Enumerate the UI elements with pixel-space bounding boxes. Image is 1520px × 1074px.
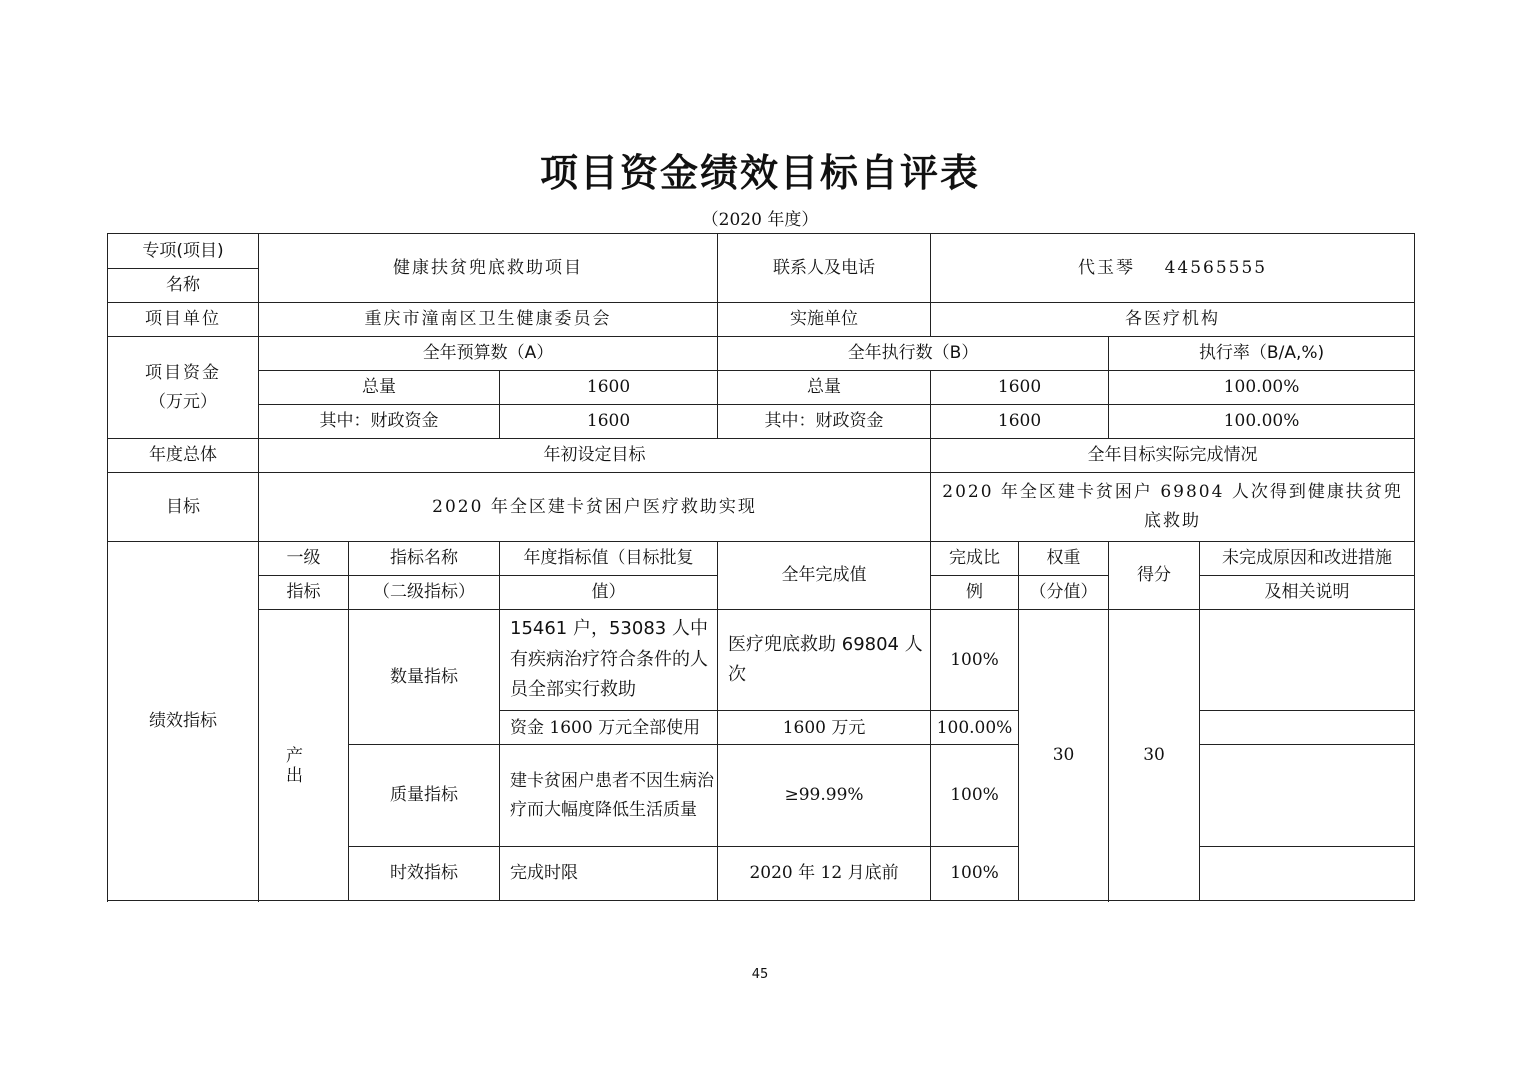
fiscal-budget-value: 1600 <box>500 405 718 439</box>
indicator-actual-3: ≥99.99% <box>718 745 931 846</box>
total-budget-value: 1600 <box>500 371 718 405</box>
header-ratio-a: 完成比 <box>931 542 1019 576</box>
fiscal-exec-value: 1600 <box>931 405 1109 439</box>
fiscal-budget-label: 其中：财政资金 <box>259 405 500 439</box>
evaluation-table <box>107 233 1415 901</box>
goal-actual-header: 全年目标实际完成情况 <box>931 439 1415 473</box>
indicator-weight: 30 <box>1019 610 1109 901</box>
funds-label <box>108 337 259 439</box>
annual-goal-label-1: 年度总体 <box>108 439 259 473</box>
header-weight-a: 权重 <box>1019 542 1109 576</box>
indicator-target-2: 资金 1600 万元全部使用 <box>500 711 718 745</box>
funds-label-line2: （万元） <box>149 391 217 412</box>
indicators-label: 绩效指标 <box>108 542 259 901</box>
fiscal-rate-value: 100.00% <box>1109 405 1415 439</box>
indicator-actual-1: 医疗兜底救助 69804 人次 <box>718 610 931 711</box>
indicator-name-quantity: 数量指标 <box>349 610 500 745</box>
indicator-actual-4: 2020 年 12 月底前 <box>718 846 931 900</box>
level1-indicator <box>259 610 349 901</box>
budget-header: 全年预算数（A） <box>259 337 718 371</box>
header-score: 得分 <box>1109 542 1200 610</box>
page-subtitle: （2020 年度） <box>701 210 819 230</box>
header-target-b: 值） <box>500 576 718 610</box>
goal-actual-value: 2020 年全区建卡贫困户 69804 人次得到健康扶贫兜底救助 <box>931 473 1415 542</box>
header-reason-a: 未完成原因和改进措施 <box>1200 542 1415 576</box>
project-name-label-2: 名称 <box>108 269 259 303</box>
header-target-a: 年度指标值（目标批复 <box>500 542 718 576</box>
rate-header: 执行率（B/A,%) <box>1109 337 1415 371</box>
indicator-score: 30 <box>1109 610 1200 901</box>
indicator-ratio-2: 100.00% <box>931 711 1019 745</box>
indicator-actual-2: 1600 万元 <box>718 711 931 745</box>
unit-value: 重庆市潼南区卫生健康委员会 <box>259 303 718 337</box>
level1-indicator-value: 产出 <box>286 746 333 787</box>
indicator-target-3: 建卡贫困户患者不因生病治疗而大幅度降低生活质量 <box>500 745 718 846</box>
indicator-reason-1 <box>1200 610 1415 711</box>
page-title: 项目资金绩效目标自评表 <box>539 151 980 195</box>
header-weight-b: （分值） <box>1019 576 1109 610</box>
header-name-b: （二级指标） <box>349 576 500 610</box>
contact-label: 联系人及电话 <box>718 234 931 303</box>
goal-set-header: 年初设定目标 <box>259 439 931 473</box>
indicator-reason-4 <box>1200 846 1415 900</box>
unit-label: 项目单位 <box>108 303 259 337</box>
annual-goal-label-2: 目标 <box>108 473 259 542</box>
header-level1-a: 一级 <box>259 542 349 576</box>
header-actual: 全年完成值 <box>718 542 931 610</box>
impl-unit-value: 各医疗机构 <box>931 303 1415 337</box>
header-name-a: 指标名称 <box>349 542 500 576</box>
funds-label-line1: 项目资金 <box>145 362 221 383</box>
total-rate-value: 100.00% <box>1109 371 1415 405</box>
indicator-target-1: 15461 户，53083 人中有疾病治疗符合条件的人员全部实行救助 <box>500 610 718 711</box>
total-exec-value: 1600 <box>931 371 1109 405</box>
header-ratio-b: 例 <box>931 576 1019 610</box>
contact-value: 代玉琴 44565555 <box>931 234 1415 303</box>
indicator-ratio-4: 100% <box>931 846 1019 900</box>
page-number: 45 <box>751 967 769 982</box>
impl-unit-label: 实施单位 <box>718 303 931 337</box>
project-name-label-1: 专项(项目) <box>108 234 259 269</box>
indicator-ratio-3: 100% <box>931 745 1019 846</box>
goal-set-value: 2020 年全区建卡贫困户医疗救助实现 <box>259 473 931 542</box>
header-reason-b: 及相关说明 <box>1200 576 1415 610</box>
indicator-reason-2 <box>1200 711 1415 745</box>
indicator-name-timeliness: 时效指标 <box>349 846 500 900</box>
indicator-reason-3 <box>1200 745 1415 846</box>
total-exec-label: 总量 <box>718 371 931 405</box>
fiscal-exec-label: 其中：财政资金 <box>718 405 931 439</box>
exec-header: 全年执行数（B） <box>718 337 1109 371</box>
header-level1-b: 指标 <box>259 576 349 610</box>
indicator-name-quality: 质量指标 <box>349 745 500 846</box>
indicator-ratio-1: 100% <box>931 610 1019 711</box>
project-name-value: 健康扶贫兜底救助项目 <box>259 234 718 303</box>
total-budget-label: 总量 <box>259 371 500 405</box>
indicator-target-4: 完成时限 <box>500 846 718 900</box>
